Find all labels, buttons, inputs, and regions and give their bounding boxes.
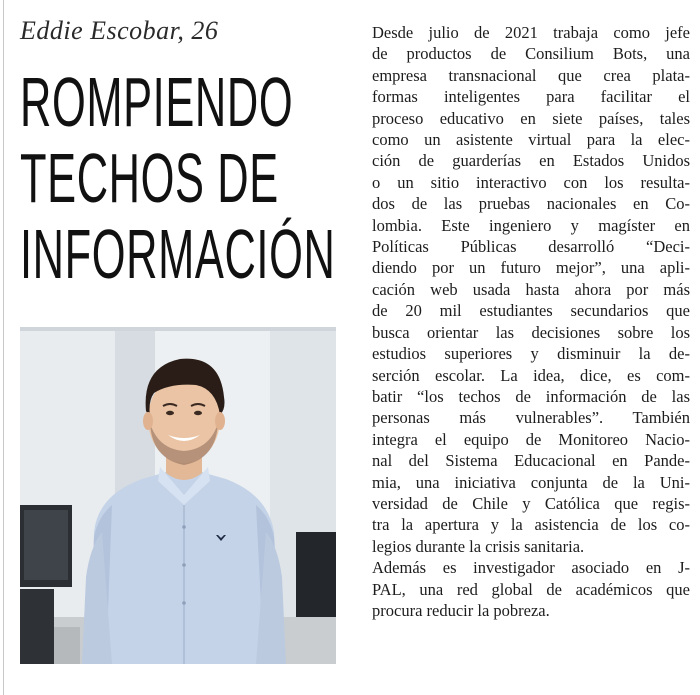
article-line: como un asistente virtual para la elec- (372, 130, 690, 150)
article-line: dos de las pruebas nacionales en Co- (372, 194, 690, 214)
article-line: nal del Sistema Educacional en Pande- (372, 451, 690, 471)
article-line: Políticas Públicas desarrolló “Deci- (372, 237, 690, 257)
article-line: PAL, una red global de académicos que (372, 579, 690, 599)
article-body (372, 22, 690, 621)
article-line: tra la apertura y la asistencia de los co- (372, 515, 690, 535)
headline-line-1: ROMPIENDO (20, 63, 294, 141)
article-line: batir “los techos de información de las (372, 386, 690, 406)
headline-line-2: TECHOS DE (20, 139, 279, 217)
article-line: Desde julio de 2021 trabaja como jefe (372, 23, 690, 42)
article-line: legios durante la crisis sanitaria. (372, 536, 585, 556)
article-line: lombia. Este ingeniero y magíster en (372, 215, 690, 235)
portrait-photo (20, 327, 336, 664)
article-line: procura reducir la pobreza. (372, 600, 550, 620)
article-line: estudios superiores y disminuir la de- (372, 344, 690, 364)
article-line: proceso educativo en siete países, tales (372, 108, 690, 128)
headline (20, 64, 340, 292)
article-line: mia, una iniciativa conjunta de la Uni- (372, 472, 690, 492)
article-line: empresa transnacional que crea plata- (372, 65, 690, 85)
article-line: cación web usada hasta ahora por más (372, 279, 690, 299)
article-line: personas más vulnerables”. También (372, 408, 690, 428)
article-line: de 20 mil estudiantes secundarios que (372, 301, 690, 321)
article-line: de productos de Consilium Bots, una (372, 44, 690, 64)
byline: Eddie Escobar, 26 (20, 16, 219, 45)
article-line: versidad de Chile y Católica que regis- (372, 493, 690, 513)
article-line: ción de guarderías en Estados Unidos (372, 151, 690, 171)
article-line: Además es investigador asociado en J- (372, 558, 690, 578)
page-edge-line (3, 0, 4, 695)
article-line: serción escolar. La idea, dice, es com- (372, 365, 690, 385)
article-line: busca orientar las decisiones sobre los (372, 322, 690, 342)
article-line: diendo por un futuro mejor”, una apli- (372, 258, 690, 278)
article-line: integra el equipo de Monitoreo Nacio- (372, 429, 690, 449)
article-line: o un sitio interactivo con los resulta- (372, 172, 690, 192)
article-line: formas inteligentes para facilitar el (372, 87, 690, 107)
headline-line-3: INFORMACIÓN (20, 215, 336, 293)
